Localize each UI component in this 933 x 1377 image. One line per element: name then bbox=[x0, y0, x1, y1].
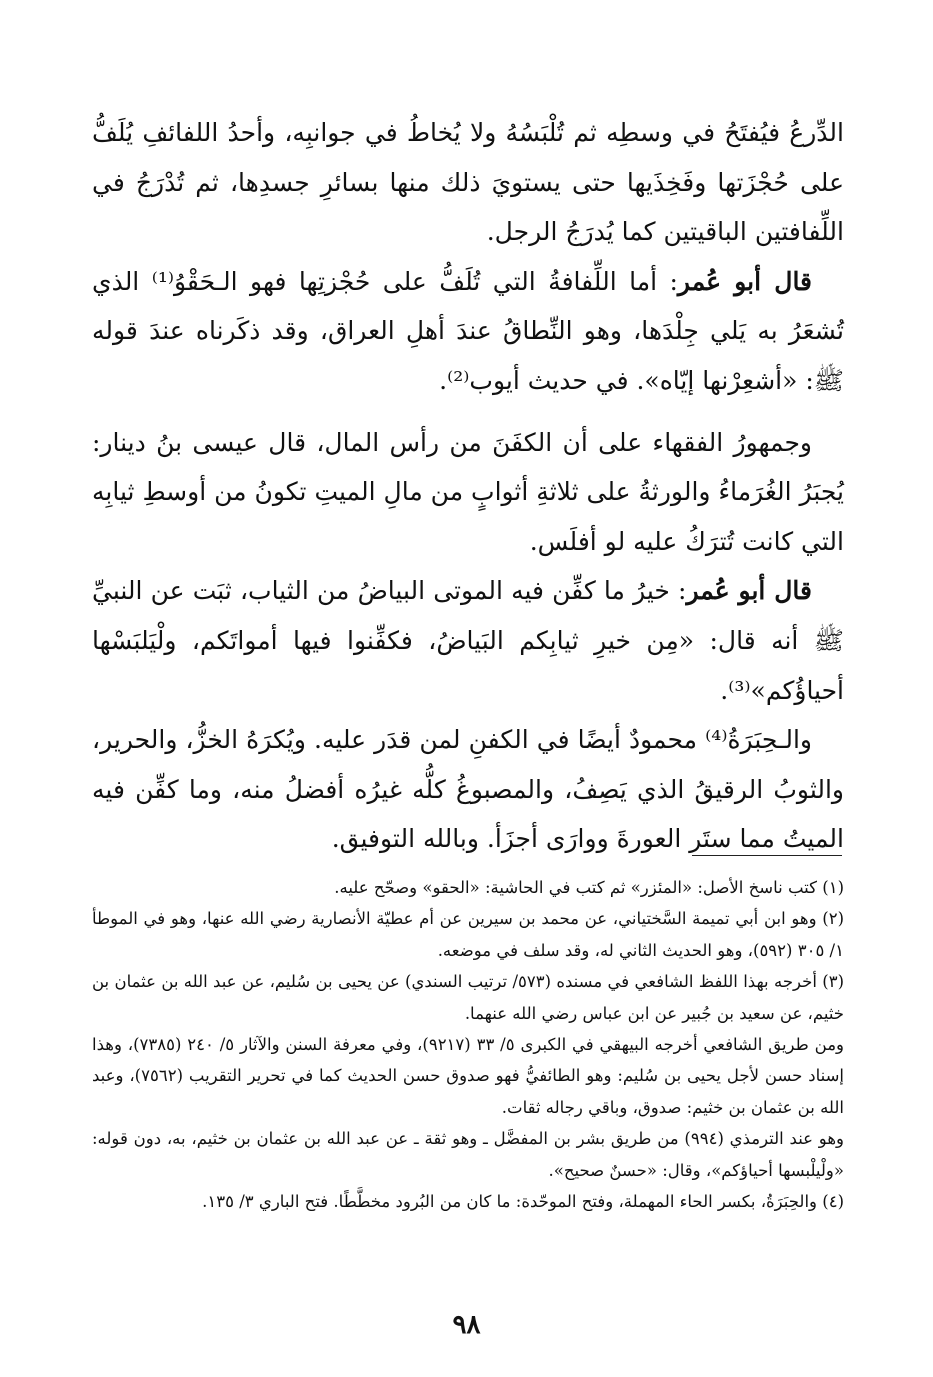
footnote: (٣) أخرجه بهذا اللفظ الشافعي في مسنده (٥٧٣/ ترتيب السندي) عن يحيى بن سُليم، عن عبد الله بن عثمان بن خثيم، عن سعيد بن جُبير عن ابن عباس رضي الله عنهما. bbox=[92, 972, 844, 1023]
paragraph bbox=[92, 257, 844, 406]
footnote: (١) كتب ناسخ الأصل: «المئزر» ثم كتب في الحاشية: «الحقو» وصحّح عليه. bbox=[334, 878, 844, 897]
main-text bbox=[92, 108, 844, 864]
paragraph bbox=[92, 108, 844, 257]
speaker-label: قال أبو عُمر bbox=[686, 576, 812, 606]
footnotes bbox=[92, 872, 844, 1217]
footnote: (٤) والحِبَرَةُ، بكسر الحاء المهملة، وفتح الموحّدة: ما كان من البُرود مخطَّطًا. فتح الباري ٣/ ١٣٥. bbox=[202, 1192, 844, 1212]
footnote-separator bbox=[692, 855, 842, 856]
paragraph bbox=[92, 566, 844, 715]
footnote-continuation: ومن طريق الشافعي أخرجه البيهقي في الكبرى ٥/ ٣٣ (٩٢١٧)، وفي معرفة السنن والآثار ٥/ ٢٤٠ (٧٣٨٥)، وهذا إسناد حسن لأجل يحيى بن سُليم: وهو الطائفيُّ فهو صدوق حسن الحديث كما في تحرير التقريب (٧٥٦٢)، وعبد الله بن عثمان بن خثيم: صدوق، وباقي رجاله ثقات. bbox=[92, 1035, 845, 1117]
speaker-label: قال أبو عُمر bbox=[677, 266, 813, 296]
paragraph-text: : خيرُ ما كفِّن فيه الموتى البياضُ من الثياب، ثبَت عن النبيِّ ﷺ أنه قال: «مِن خيرِ ثيابِكم البَياضُ، فكفِّنوا فيها أمواتَكم، ولْيَلبَسْها أحياؤُكم»⁽³⁾. bbox=[92, 576, 844, 705]
footnote-continuation: وهو عند الترمذي (٩٩٤) من طريق بشر بن المفضَّل ـ وهو ثقة ـ عن عبد الله بن عثمان بن خثيم، به، دون قوله: «ولْيلْبسها أحياؤكم»، وقال: «حسنٌ صحيح». bbox=[92, 1129, 844, 1180]
paragraph-text: الدِّرعُ فيُفتَحُ في وسطِه ثم تُلْبَسُهُ ولا يُخاطُ في جوانبِه، وأحدُ اللفائفِ يُلَفُّ على حُجْزَتها وفَخِذَيها حتى يستويَ ذلك منها بسائرِ جسدِها، ثم تُدْرَجُ في اللِّفافتين الباقيتين كما يُدرَجُ الرجل. bbox=[92, 118, 844, 247]
footnote: (٢) وهو ابن أبي تميمة السَّختياني، عن محمد بن سيرين عن أم عطيّة الأنصارية رضي الله عنها، وهو في الموطأ ١/ ٣٠٥ (٥٩٢)، وهو الحديث الثاني له، وقد سلف في موضعه. bbox=[92, 909, 844, 960]
paragraph-text: : أما اللِّفافةُ التي تُلَفُّ على حُجْزتِها فهو الـحَقْوُ⁽¹⁾ الذي تُشعَرُ به يَلي جِلْدَها، وهو النِّطاقُ عندَ أهلِ العراق، وقد ذكَرناه عندَ قوله ﷺ: «أشعِرْنها إيّاه». في حديث أيوب⁽²⁾. bbox=[92, 266, 844, 395]
paragraph bbox=[92, 715, 844, 864]
page-number: ٩٨ bbox=[452, 1310, 481, 1340]
paragraph-text: وجمهورُ الفقهاء على أن الكفَنَ من رأس المال، قال عيسى بنُ دينار: يُجبَرُ الغُرَماءُ والورثةُ على ثلاثةِ أثوابٍ من مالِ الميتِ تكونُ من أوسطِ ثيابِه التي كانت تُترَكُ عليه لو أفلَس. bbox=[92, 427, 844, 556]
paragraph bbox=[92, 418, 844, 567]
paragraph-text: والـحِبَرَةُ⁽⁴⁾ محمودٌ أيضًا في الكفنِ لمن قدَر عليه. ويُكرَهُ الخزُّ، والحرير، والثوبُ الرقيقُ الذي يَصِفُ، والمصبوغُ كلُّه غيرُه أفضلُ منه، وما كفِّن فيه الميتُ مما ستَر العورةَ ووارَى أجزَأ. وبالله التوفيق. bbox=[92, 725, 844, 854]
